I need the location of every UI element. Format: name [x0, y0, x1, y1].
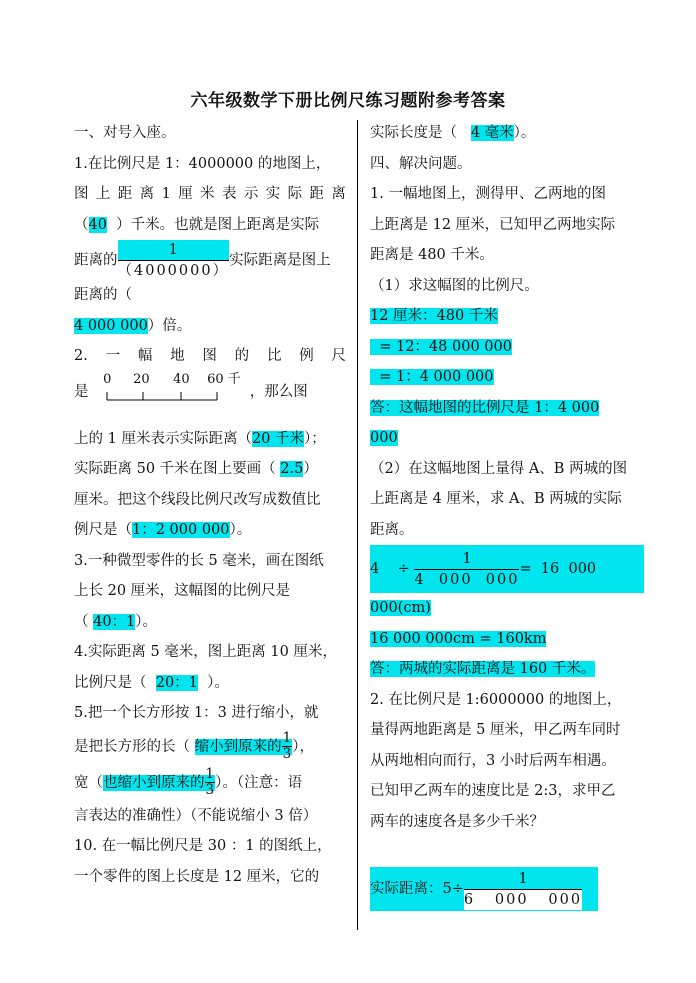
- p2-calc-line-1: 实际距离：5÷ $\frac{1}{6 000 000}$: [370, 867, 652, 911]
- fraction: $\frac{1}{(4000000)}$: [117, 242, 230, 279]
- p1-line-3: 距离是 480 千米。: [370, 247, 494, 263]
- q2-line-5: 厘米。把这个线段比例尺改写成数值比: [74, 491, 321, 508]
- q3-line-3: （ 40：1）。: [74, 613, 158, 630]
- p1-sub2-line-3: 距离。: [370, 521, 414, 538]
- q10-line-1: 10. 在一幅比例尺是 30 ：1 的图纸上，: [74, 838, 332, 854]
- answer-highlight: 2.5: [280, 461, 304, 477]
- p1-solution-2: = 12：48 000 000: [370, 338, 512, 355]
- q5-line-3: 宽（也缩小到原来的 $\frac{1}{3}$ ）。（注意：语: [74, 766, 303, 798]
- answer-highlight: 40: [88, 216, 107, 233]
- q4-line-2: 比例尺是（ 20：1 ）。: [74, 674, 229, 691]
- p1-sub2-line-1: （2）在这幅地图上量得 A、B 两城的图: [370, 460, 628, 477]
- q1-line-3: （40 ）千米。也就是图上距离是实际: [74, 216, 320, 233]
- q2-line-6: 例尺是（1：2 000 000）。: [74, 522, 252, 538]
- p2-line-3: 从两地相向而行，3 小时后两车相遇。: [370, 752, 616, 769]
- q5-line-1: 5.把一个长方形按 1：3 进行缩小，就: [74, 705, 319, 721]
- p1-solution-1: 12 厘米：480 千米: [370, 308, 498, 324]
- column-divider: [357, 120, 358, 930]
- p1-calc-line-1: 4 ÷ $\frac{1}{4 000 000}$ = 16 000: [370, 545, 652, 593]
- left-column: [74, 118, 346, 892]
- q2-line-2: 是 0 20 40 60 千 ，那么图: [74, 372, 346, 424]
- p1-sub2-line-2: 上距离是 4 厘米，求 A、B 两城的实际: [370, 491, 622, 507]
- answer-highlight: 4 毫米: [470, 125, 514, 141]
- fraction: $\frac{1}{3}$: [205, 766, 215, 798]
- p1-calc-line-3: 16 000 000cm = 160km: [370, 630, 547, 647]
- q5-line-2: 是把长方形的长（ 缩小到原来的 $\frac{1}{3}$ ），: [74, 730, 314, 762]
- p1-line-2: 上距离是 12 厘米，已知甲乙两地实际: [370, 216, 616, 233]
- q4-line-1: 4.实际距离 5 毫米，图上距离 10 厘米，: [74, 644, 337, 660]
- p1-answer-1-cont: 000: [370, 430, 398, 446]
- answer-highlight: 20：1: [155, 674, 198, 691]
- p1-answer-2: 答：两城的实际距离是 160 千米。: [370, 661, 596, 677]
- p1-calc-line-2: 000(cm): [370, 600, 431, 616]
- q2-line-3: 上的 1 厘米表示实际距离（20 千米）；: [74, 430, 326, 447]
- line-scale-bar: 0 20 40 60 千: [99, 372, 239, 412]
- q10-line-2: 一个零件的图上长度是 12 厘米，它的: [74, 868, 320, 885]
- p2-line-4: 已知甲乙两车的速度比是 2:3，求甲乙: [370, 783, 616, 799]
- p2-line-5: 两车的速度各是多少千米？: [370, 813, 544, 830]
- section-heading-1: 一、对号入座。: [74, 125, 176, 141]
- page-title: 六年级数学下册比例尺练习题附参考答案: [190, 91, 506, 111]
- p2-line-2: 量得两地距离是 5 厘米，甲乙两车同时: [370, 722, 621, 738]
- answer-highlight: 1：2 000 000: [132, 522, 230, 538]
- p2-line-1: 2. 在比例尺是 1:6000000 的地图上，: [370, 691, 622, 708]
- q5-line-4: 言表达的准确性）（不能说缩小 3 倍）: [74, 807, 318, 824]
- scale-bar-line: [99, 372, 239, 412]
- q10-continued: 实际长度是（ 4 毫米）。: [370, 125, 536, 141]
- p1-answer-1: 答：这幅地图的比例尺是 1：4 000: [370, 399, 600, 416]
- fraction: $\frac{1}{4 000 000}$: [414, 550, 520, 588]
- answer-highlight: 缩小到原来的 $\frac{1}{3}$: [194, 730, 292, 762]
- q2-line-1: 2. 一 幅 地 图 的 比 例 尺: [74, 348, 346, 364]
- answer-highlight: 4 000 000: [74, 317, 148, 334]
- section-heading-4: 四、解决问题。: [370, 155, 472, 172]
- p1-solution-3: = 1：4 000 000: [370, 369, 494, 385]
- q3-line-2: 上长 20 厘米，这幅图的比例尺是: [74, 583, 291, 599]
- q1-line-5: 距离的（: [74, 287, 132, 303]
- answer-highlight: 40：1: [93, 613, 136, 630]
- q1-line-6: 4 000 000）倍。: [74, 317, 192, 334]
- p1-sub1: （1）求这幅图的比例尺。: [370, 277, 539, 294]
- q1-line-2: 图 上 距 离 1 厘 米 表 示 实 际 距 离: [74, 186, 346, 202]
- fraction: $\frac{1}{3}$: [282, 730, 292, 762]
- q1-line-1: 1.在比例尺是 1：4000000 的地图上，: [74, 155, 331, 172]
- answer-highlight: 20 千米: [251, 430, 305, 447]
- answer-highlight: 也缩小到原来的 $\frac{1}{3}$: [103, 766, 215, 798]
- q3-line-1: 3.一种微型零件的长 5 毫米，画在图纸: [74, 552, 324, 569]
- q1-line-4: 距离的 $\frac{1}{(4000000)}$ 实际距离是图上: [74, 242, 331, 279]
- q2-line-4: 实际距离 50 千米在图上要画（ 2.5）: [74, 461, 318, 477]
- right-column: [370, 118, 652, 911]
- fraction: $\frac{1}{6 000 000}$: [463, 870, 583, 908]
- p1-line-1: 1. 一幅地图上，测得甲、乙两地的图: [370, 186, 606, 202]
